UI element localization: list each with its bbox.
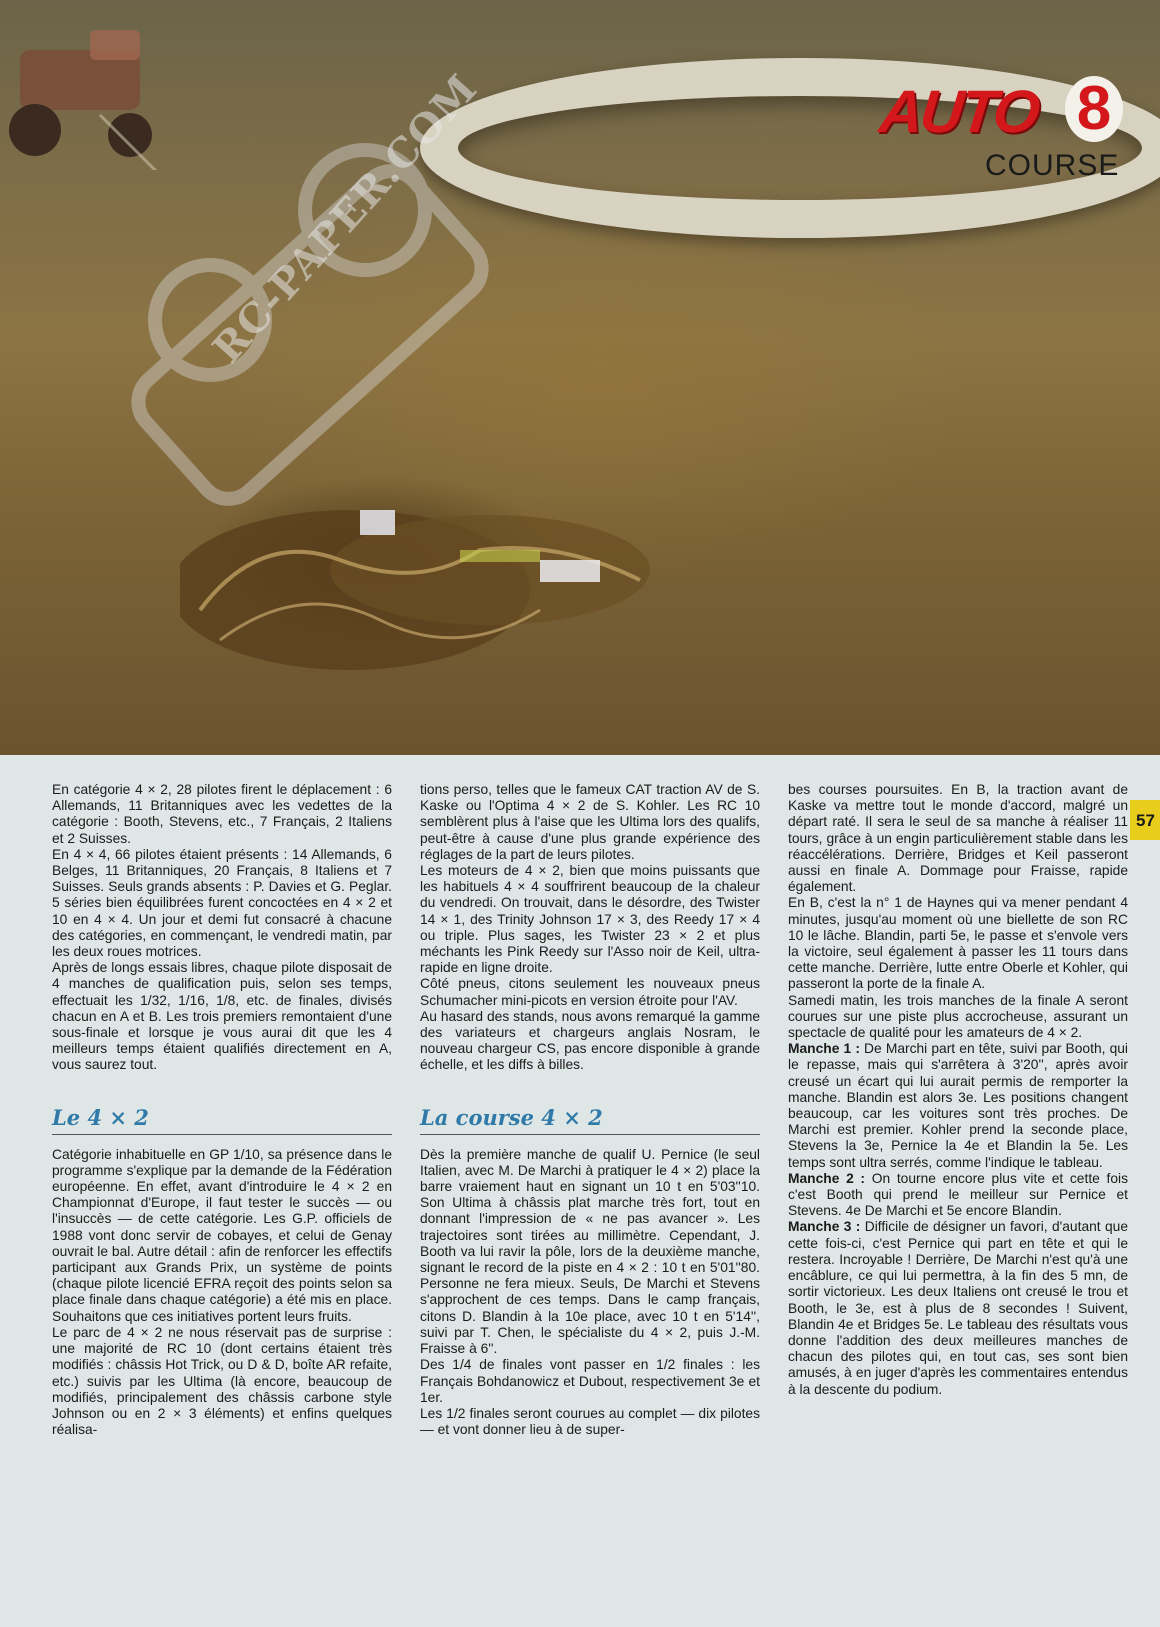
paragraph	[788, 1171, 1128, 1220]
paragraph: Les moteurs de 4 × 2, bien que moins puissants que les habituels 4 × 4 souffrirent beaucoup de la chaleur du vendredi. On trouvait, dans le désordre, des Twister 14 × 1, des Trinity Johnson 17 × 3, des Reedy 17 × 4 ou triple. Plus sages, les Twister 23 × 2 et plus méchants les Pink Reedy sur l'Asso noir de Keil, ultra-rapide en ligne droite.	[420, 863, 760, 976]
paragraph: En 4 × 4, 66 pilotes étaient présents : 14 Allemands, 6 Belges, 11 Britanniques, 20 Français, 8 Italiens et 7 Suisses. Seuls grands absents : P. Davies et G. Peglar. 5 séries bien équilibrées furent concoctées en 4 × 2 et 10 en 4 × 4. Un jour et demi fut consacré à chacune des catégories, en commençant, le vendredi matin, par les deux roues motrices.	[52, 846, 392, 960]
article-column-1	[52, 782, 392, 1438]
article-column-2	[420, 782, 760, 1438]
paragraph: Catégorie inhabituelle en GP 1/10, sa présence dans le programme s'explique par la demande de la Fédération européenne. En effet, avant d'introduire le 4 × 2 en Championnat d'Europe, il faut tester le succès — ou l'insuccès — de cette catégorie. Les G.P. officiels de 1988 vont donc servir de cobayes, et celui de Genay ouvrait le bal. Autre détail : afin de renforcer les effectifs participant aux Grands Prix, un système de points (chaque pilote licencié EFRA reçoit des points selon sa place finale dans chaque catégorie) a été mis en place. Souhaitons que ces initiatives portent leurs fruits.	[52, 1146, 392, 1324]
magazine-logo	[876, 74, 1130, 192]
paragraph: Au hasard des stands, nous avons remarqué la gamme des variateurs et chargeurs anglais Nosram, le nouveau chargeur CS, pas encore disponible à grande échelle, et les diffs à billes.	[420, 1008, 760, 1073]
paragraph: Samedi matin, les trois manches de la finale A seront courues sur une piste plus accrocheuse, assurant un spectacle de qualité pour les amateurs de 4 × 2.	[788, 992, 1128, 1041]
logo-brand: AUTO	[876, 78, 1041, 145]
logo-number: 8	[1065, 76, 1123, 142]
race-photo	[0, 0, 1160, 755]
paragraph: En catégorie 4 × 2, 28 pilotes firent le déplacement : 6 Allemands, 11 Britanniques avec les vedettes de la catégorie : Booth, Stevens, etc., 7 Français, 2 Italiens et 2 Suisses.	[52, 782, 392, 846]
section-heading: La course 4 × 2	[420, 1104, 603, 1130]
heading-rule	[52, 1134, 392, 1135]
paragraph: Les 1/2 finales seront courues au complet — dix pilotes — et vont donner lieu à de super-	[420, 1405, 760, 1438]
paragraph: Le parc de 4 × 2 ne nous réservait pas de surprise : une majorité de RC 10 (dont certains étaient très modifiés : châssis Hot Trick, ou D & D, boîte AR refaite, etc.) suivis par les Ultima (là encore, beaucoup de modifiés, principalement des châssis carbone style Johnson ou en 2 × 3 éléments) et enfins quelques réalisa-	[52, 1324, 392, 1438]
paragraph: Après de longs essais libres, chaque pilote disposait de 4 manches de qualification puis, selon ses temps, effectuait les 1/32, 1/16, 1/8, etc. de finales, divisés chacun en A et B. Les trois premiers remontaient d'une sous-finale et lorsque je vous aurai dit que les 4 meilleurs temps étaient qualifiés directement en A, vous saurez tout.	[52, 960, 392, 1073]
watermark-text: RC-PAPER.COM	[203, 65, 487, 372]
paragraph	[788, 1219, 1128, 1397]
heading-rule	[420, 1134, 760, 1135]
paragraph: bes courses poursuites. En B, la traction avant de Kaske va mettre tout le monde d'accord, malgré un départ raté. Il sera le seul de sa manche à réaliser 11 tours, grâce à un engin particulièrement stable dans les réaccélérations. Derrière, Bridges et Keil passeront aussi en finale A. Dommage pour Fraisse, rapide également.	[788, 782, 1128, 895]
logo-section: COURSE	[985, 149, 1120, 182]
run-text: Difficile de désigner un favori, d'autant que cette fois-ci, c'est Pernice qui part en tête et qui le restera. Incroyable ! Derrière, De Marchi n'est qu'à une encâblure, ce qui lui permettra, à la fin des 5 mn, de sortir victorieux. Les deux Italiens ont creusé le trou et Booth, le 3e, est à plus de 8 secondes ! Suivent, Blandin 4e et Bridges 5e. Le tableau des résultats vous donne l'addition des deux meilleures manches de chacun des pilotes qui, en tout cas, ses sont bien amusés, à en juger d'après les commentaires entendus à la descente du podium.	[788, 1219, 1129, 1397]
section-heading: Le 4 × 2	[52, 1104, 149, 1130]
paragraph: Côté pneus, citons seulement les nouveaux pneus Schumacher mini-picots en version étroite pour l'AV.	[420, 976, 760, 1008]
run-label: Manche 2 :	[788, 1170, 866, 1186]
run-label: Manche 3 :	[788, 1219, 861, 1235]
run-text: On tourne encore plus vite et cette fois c'est Booth qui prend le meilleur sur Pernice et Stevens. 4e De Marchi et 5e encore Blandin.	[788, 1170, 1128, 1219]
paragraph: tions perso, telles que le fameux CAT traction AV de S. Kaske ou l'Optima 4 × 2 de S. Kohler. Les RC 10 semblèrent plus à l'aise que les Ultima lors des qualifs, peut-être à cause d'une plus grande expérience des réglages de la part de leurs pilotes.	[420, 782, 760, 862]
run-text: De Marchi part en tête, suivi par Booth, qui le repasse, mais qui s'arrêtera à 3'20'', après avoir creusé un écart qui lui aurait permis de remporter la manche. Blandin est alors 3e. Les positions changent beaucoup, car les voitures sont très proches. De Marchi est premier. Kohler prend la seconde place, Stevens la 3e, Pernice la 4e et Blandin la 5e. Les temps sont ultra serrés, comme l'indique le tableau.	[788, 1041, 1128, 1170]
paragraph: En B, c'est la n° 1 de Haynes qui va mener pendant 4 minutes, jusqu'au moment où une biellette de son RC 10 le lâche. Blandin, parti 5e, le passe et s'envole vers la victoire, seul également à passer les 11 tours dans cette manche. Derrière, lutte entre Oberle et Kohler, qui passeront la porte de la finale A.	[788, 895, 1128, 992]
page-number: 57	[1136, 811, 1155, 830]
paragraph: Des 1/4 de finales vont passer en 1/2 finales : les Français Bohdanowicz et Dubout, respectivement 3e et 1er.	[420, 1357, 760, 1405]
article-column-3	[788, 782, 1128, 1398]
paragraph	[788, 1041, 1128, 1171]
paragraph: Dès la première manche de qualif U. Pernice (le seul Italien, avec M. De Marchi à pratiquer le 4 × 2) place la barre vraiement haut en signant un 10 t en 5'03''10. Son Ultima à châssis plat marche très fort, tout en donnant l'impression de « ne pas avancer ». Les trajectoires sont tirées au millimètre. Cependant, J. Booth va lui ravir la pôle, lors de la deuxième manche, signant le record de la piste en 4 × 2 : 10 t en 5'01''80. Personne ne fera mieux. Seuls, De Marchi et Stevens s'approchent de ces temps. Dans le camp français, citons D. Blandin à la 10e place, avec 10 t en 5'14'', suivi par T. Chen, le spécialiste du 4 × 2, puis J.-M. Fraisse à 6''.	[420, 1146, 760, 1357]
run-label: Manche 1 :	[788, 1041, 860, 1057]
